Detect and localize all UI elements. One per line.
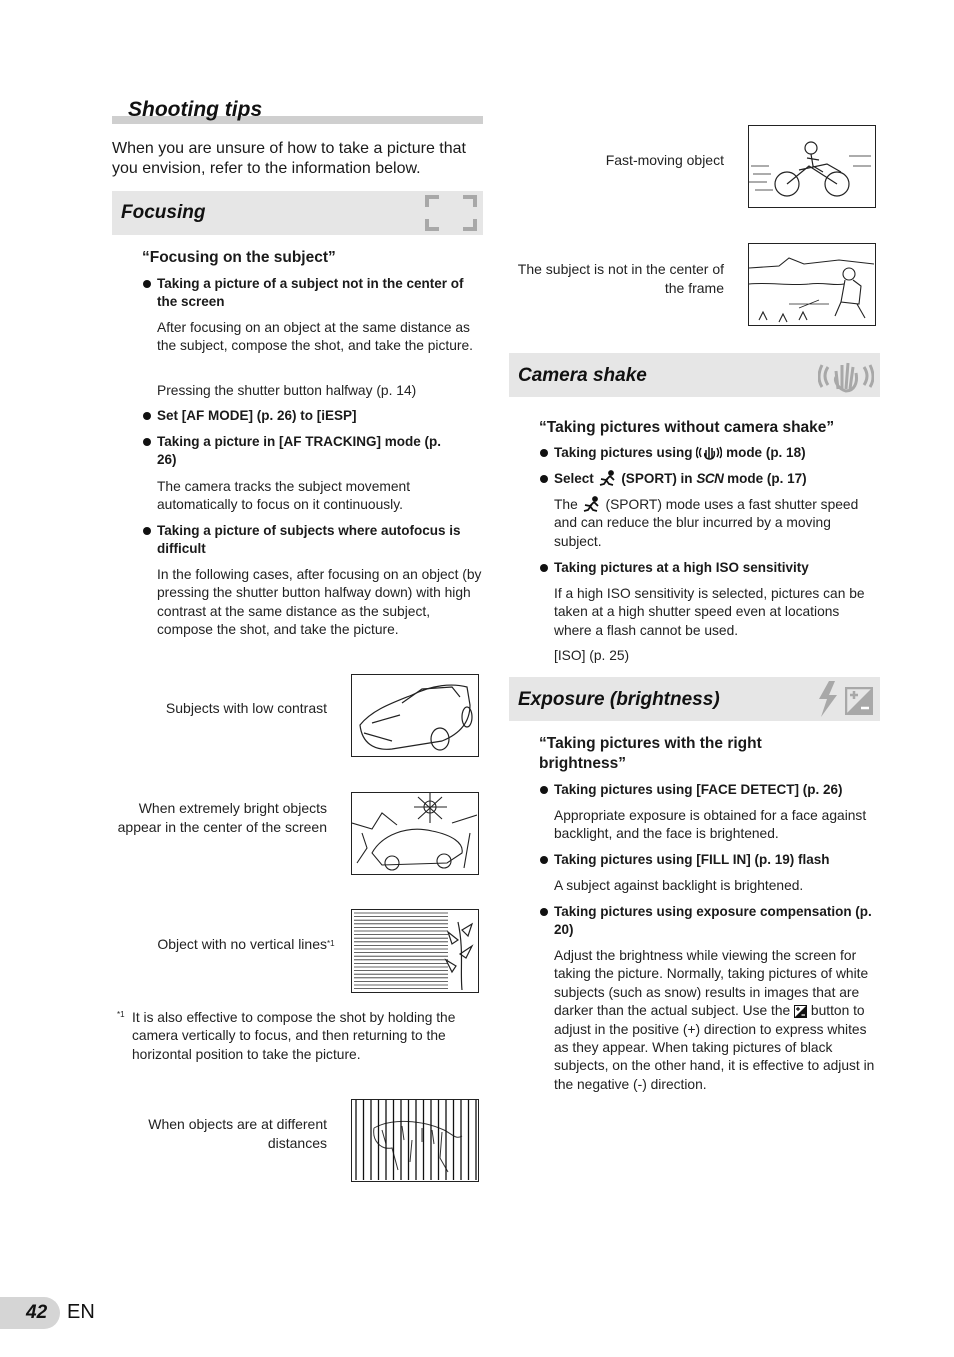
footnote-reference: *1 bbox=[327, 939, 335, 948]
camera-shake-bullet-3: Taking pictures at a high ISO sensitivity bbox=[554, 559, 876, 577]
caption-not-in-center: The subject is not in the center of the frame bbox=[517, 261, 724, 296]
camera-shake-mode-icon bbox=[696, 444, 722, 460]
exposure-compensation-icon bbox=[845, 687, 873, 715]
focusing-bullet-3: Taking a picture in [AF TRACKING] mode (p. 26) bbox=[157, 433, 457, 469]
focusing-bullet-4-text: In the following cases, after focusing on an object (by pressing the shutter button halfway down) with high contrast at the same distance as the subject, compose the shot, and take the picture. bbox=[157, 567, 482, 638]
sport-runner-icon bbox=[582, 496, 602, 512]
focusing-bullet-1: Taking a picture of a subject not in the center of the screen bbox=[157, 275, 479, 311]
language-code: EN bbox=[67, 1301, 95, 1323]
caption-low-contrast: Subjects with low contrast bbox=[165, 700, 327, 716]
camera-shake-bullet-2-text-pre: The bbox=[554, 497, 578, 512]
camera-shake-heading: Camera shake bbox=[518, 365, 647, 386]
scn-mode-icon: SCN bbox=[696, 471, 724, 486]
horizontal-lines-image bbox=[351, 909, 479, 993]
camera-shake-hand-icon bbox=[818, 357, 874, 393]
exposure-bullet-1: Taking pictures using [FACE DETECT] (p. 26) bbox=[554, 781, 876, 799]
caption-different-distances: When objects are at different distances bbox=[148, 1116, 327, 1151]
exposure-compensation-icon bbox=[794, 1005, 807, 1018]
exposure-bullet-3: Taking pictures using exposure compensation (p. 20) bbox=[554, 903, 876, 939]
camera-shake-bullet-2-text bbox=[554, 496, 876, 551]
exposure-heading: Exposure (brightness) bbox=[518, 689, 720, 710]
exposure-bullet-2: Taking pictures using [FILL IN] (p. 19) flash bbox=[554, 851, 876, 869]
exposure-bullet-1-text: Appropriate exposure is obtained for a face against backlight, and the face is brightened. bbox=[554, 808, 867, 842]
page-title: Shooting tips bbox=[128, 98, 263, 121]
focusing-bullet-2: Set [AF MODE] (p. 26) to [iESP] bbox=[157, 407, 479, 425]
footnote-mark: *1 bbox=[117, 1010, 125, 1019]
focusing-bullet-1-text: After focusing on an object at the same distance as the subject, compose the shot, and take the picture. bbox=[157, 320, 473, 354]
caption-bright-objects: When extremely bright objects appear in the center of the screen bbox=[117, 800, 327, 835]
camera-shake-bullet-1-post: mode (p. 18) bbox=[726, 445, 806, 460]
focusing-bullet-4: Taking a picture of subjects where autofocus is difficult bbox=[157, 522, 479, 558]
focusing-bullet-1-ref: Pressing the shutter button halfway (p. 14) bbox=[157, 383, 417, 398]
caption-fast-moving: Fast-moving object bbox=[605, 152, 724, 168]
subject-off-center-image bbox=[748, 243, 876, 326]
caption-no-vertical-lines-text: Object with no vertical lines bbox=[157, 936, 327, 952]
focus-frame-icon bbox=[425, 195, 477, 231]
focusing-heading: Focusing bbox=[121, 202, 206, 223]
bright-object-car-image bbox=[351, 792, 479, 875]
exposure-bullet-3-text-pre: Adjust the brightness while viewing the screen for taking the picture. Normally, taking pictures of white subjects (such as snow) results in images that are darker than the actual subject. Use the bbox=[554, 948, 869, 1019]
focusing-subheading: “Focusing on the subject” bbox=[142, 249, 336, 266]
sport-runner-icon bbox=[598, 470, 618, 486]
motorcycle-image bbox=[748, 125, 876, 208]
focusing-section-header bbox=[112, 191, 483, 235]
camera-shake-bullet-3-ref: [ISO] (p. 25) bbox=[554, 648, 630, 663]
camera-shake-bullet-1 bbox=[554, 444, 874, 462]
camera-shake-bullet-1-pre: Taking pictures using bbox=[554, 445, 693, 460]
camera-shake-bullet-2-text-post: (SPORT) mode uses a fast shutter speed and can reduce the blur incurred by a moving subject. bbox=[554, 497, 859, 549]
flash-icon bbox=[815, 681, 841, 717]
exposure-subheading: “Taking pictures with the right brightness” bbox=[539, 735, 762, 772]
low-contrast-car-image bbox=[351, 674, 479, 757]
camera-shake-bullet-2-mid: (SPORT) in bbox=[621, 471, 693, 486]
intro-text: When you are unsure of how to take a picture that you envision, refer to the information below. bbox=[112, 140, 466, 177]
exposure-bullet-3-text-post: button to adjust in the positive (+) direction to express whites as they appear. When taking pictures of black subjects, on the other hand, it is effective to adjust in the negative (-) direction. bbox=[554, 1003, 875, 1092]
caption-no-vertical-lines bbox=[112, 935, 335, 954]
camera-shake-bullet-2-pre: Select bbox=[554, 471, 594, 486]
focusing-bullet-3-text: The camera tracks the subject movement automatically to focus on it continuously. bbox=[157, 479, 411, 513]
camera-shake-subheading: “Taking pictures without camera shake” bbox=[539, 419, 835, 436]
footnote-text: It is also effective to compose the shot by holding the camera vertically to focus, and then returning to the horizontal position to take the picture. bbox=[132, 1010, 456, 1062]
exposure-bullet-3-text bbox=[554, 947, 876, 1094]
tiger-behind-bars-image bbox=[351, 1099, 479, 1182]
camera-shake-bullet-2-post: mode (p. 17) bbox=[727, 471, 807, 486]
camera-shake-bullet-3-text: If a high ISO sensitivity is selected, pictures can be taken at a high shutter speed even at locations where a flash cannot be used. bbox=[554, 586, 865, 638]
exposure-section-header bbox=[509, 677, 880, 721]
exposure-bullet-2-text: A subject against backlight is brightened. bbox=[554, 878, 804, 893]
page-number: 42 bbox=[26, 1302, 48, 1323]
camera-shake-section-header bbox=[509, 353, 880, 397]
camera-shake-bullet-2 bbox=[554, 470, 874, 488]
